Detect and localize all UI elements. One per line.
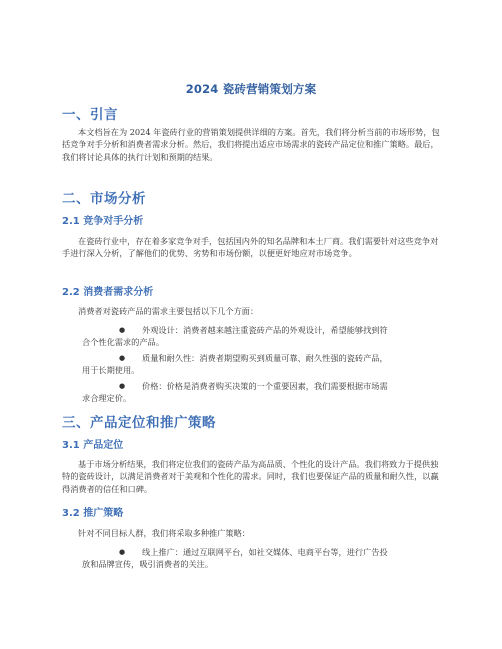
bullet-icon: ●	[119, 354, 126, 362]
subheading-competitor: 2.1 竞争对手分析	[62, 216, 144, 227]
positioning-paragraph: 基于市场分析结果，我们将定位我们的瓷砖产品为高品质、个性化的设计产品。我们将致力于提供独特的瓷砖设计，以满足消费者对于美观和个性化的需求。同时，我们也要保证产品的质量和耐久性，以赢得消费者的信任和口碑。	[62, 459, 439, 494]
subheading-promotion: 3.2 推广策略	[62, 508, 124, 519]
intro-paragraph: 本文档旨在为 2024 年瓷砖行业的营销策划提供详细的方案。首先，我们将分析当前的市场形势，包括竞争对手分析和消费者需求分析。然后，我们将提出适应市场需求的瓷砖产品定位和推广策略。最后，我们将讨论具体的执行计划和预期的结果。	[62, 127, 440, 162]
subheading-positioning: 3.1 产品定位	[62, 440, 124, 451]
list-item: ● 线上推广：通过互联网平台，如社交媒体、电商平台等，进行广告投 放和品牌宣传，吸引消费者的关注。	[82, 547, 388, 570]
bullet-icon: ●	[119, 548, 126, 556]
subheading-consumer: 2.2 消费者需求分析	[62, 287, 154, 298]
section-heading-intro: 一、引言	[62, 107, 118, 123]
bullet-icon: ●	[119, 382, 126, 390]
list-item: ● 价格：价格是消费者购买决策的一个重要因素，我们需要根据市场需 求合理定价。	[82, 381, 388, 404]
list-item: ● 外观设计：消费者越来越注重瓷砖产品的外观设计，希望能够找到符 合个性化需求的产品。	[82, 325, 388, 348]
competitor-paragraph: 在瓷砖行业中，存在着多家竞争对手，包括国内外的知名品牌和本土厂商。我们需要针对这些竞争对手进行深入分析，了解他们的优势、劣势和市场份额，以便更好地应对市场竞争。	[62, 236, 439, 259]
list-item: ● 质量和耐久性：消费者期望购买到质量可靠、耐久性强的瓷砖产品， 用于长期使用。	[82, 353, 388, 376]
section-heading-strategy: 三、产品定位和推广策略	[62, 415, 216, 431]
document-title: 2024 瓷砖营销策划方案	[185, 82, 317, 96]
promotion-intro: 针对不同目标人群，我们将采取多种推广策略：	[78, 528, 250, 538]
consumer-intro: 消费者对瓷砖产品的需求主要包括以下几个方面：	[78, 306, 259, 316]
section-heading-market: 二、市场分析	[62, 191, 146, 207]
bullet-icon: ●	[119, 326, 126, 334]
